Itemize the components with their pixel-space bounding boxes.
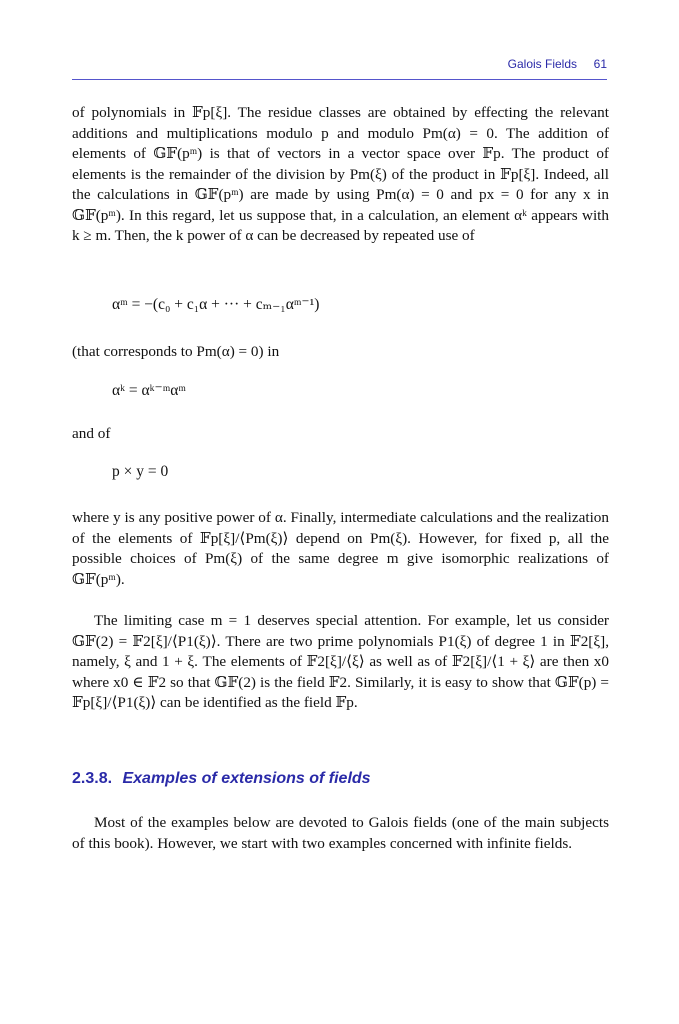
equation-characteristic: p × y = 0 xyxy=(112,463,169,480)
paragraph-intro: of polynomials in 𝔽p[ξ]. The residue classes are obtained by effecting the relevant additions and multiplications modulo p and modulo Pm(α) = 0. The addition of elements of 𝔾𝔽(pᵐ) is that of vectors in a vector space over 𝔽p. The product of elements is the remainder of the division by Pm(ξ) of the product in 𝔽p[ξ]. Indeed, all the calculations in 𝔾𝔽(pᵐ) are made by using Pm(α) = 0 and px = 0 for any x in 𝔾𝔽(pᵐ). In this regard, let us suppose that, in a calculation, an element αᵏ appears with k ≥ m. Then, the k power of α can be decreased by repeated use of xyxy=(72,104,609,244)
equation-reduction: αᵐ = −(c₀ + c₁α + ··· + cₘ₋₁αᵐ⁻¹) xyxy=(112,296,320,313)
paragraph-corresponds: (that corresponds to Pm(α) = 0) in xyxy=(72,343,280,360)
equation-power: αᵏ = αᵏ⁻ᵐαᵐ xyxy=(112,382,186,399)
page-number: 61 xyxy=(593,57,607,71)
section-title: Examples of extensions of fields xyxy=(122,770,371,787)
paragraph-examples-intro: Most of the examples below are devoted to Galois fields (one of the main subjects of this book). However, we start with two examples concerned with infinite fields. xyxy=(72,814,609,852)
running-title: Galois Fields xyxy=(507,57,577,71)
section-number: 2.3.8. xyxy=(72,770,113,787)
section-heading xyxy=(72,770,371,788)
running-head xyxy=(72,57,607,80)
paragraph-and-of: and of xyxy=(72,425,111,442)
paragraph-realization: where y is any positive power of α. Finally, intermediate calculations and the realization of the elements of 𝔽p[ξ]/⟨Pm(ξ)⟩ depend on Pm(ξ). However, for fixed p, all the possible choices of Pm(ξ) of the same degree m give isomorphic realizations of 𝔾𝔽(pᵐ). xyxy=(72,509,609,588)
paragraph-limiting-case: The limiting case m = 1 deserves special attention. For example, let us consider 𝔾𝔽(2) = 𝔽2[ξ]/⟨P1(ξ)⟩. There are two prime polynomials P1(ξ) of degree 1 in 𝔽2[ξ], namely, ξ and 1 + ξ. The elements of 𝔽2[ξ]/⟨ξ⟩ as well as of 𝔽2[ξ]/⟨1 + ξ⟩ are then x0 where x0 ∈ 𝔽2 so that 𝔾𝔽(2) is the field 𝔽2. Similarly, it is easy to show that 𝔾𝔽(p) = 𝔽p[ξ]/⟨P1(ξ)⟩ can be identified as the field 𝔽p. xyxy=(72,612,609,711)
